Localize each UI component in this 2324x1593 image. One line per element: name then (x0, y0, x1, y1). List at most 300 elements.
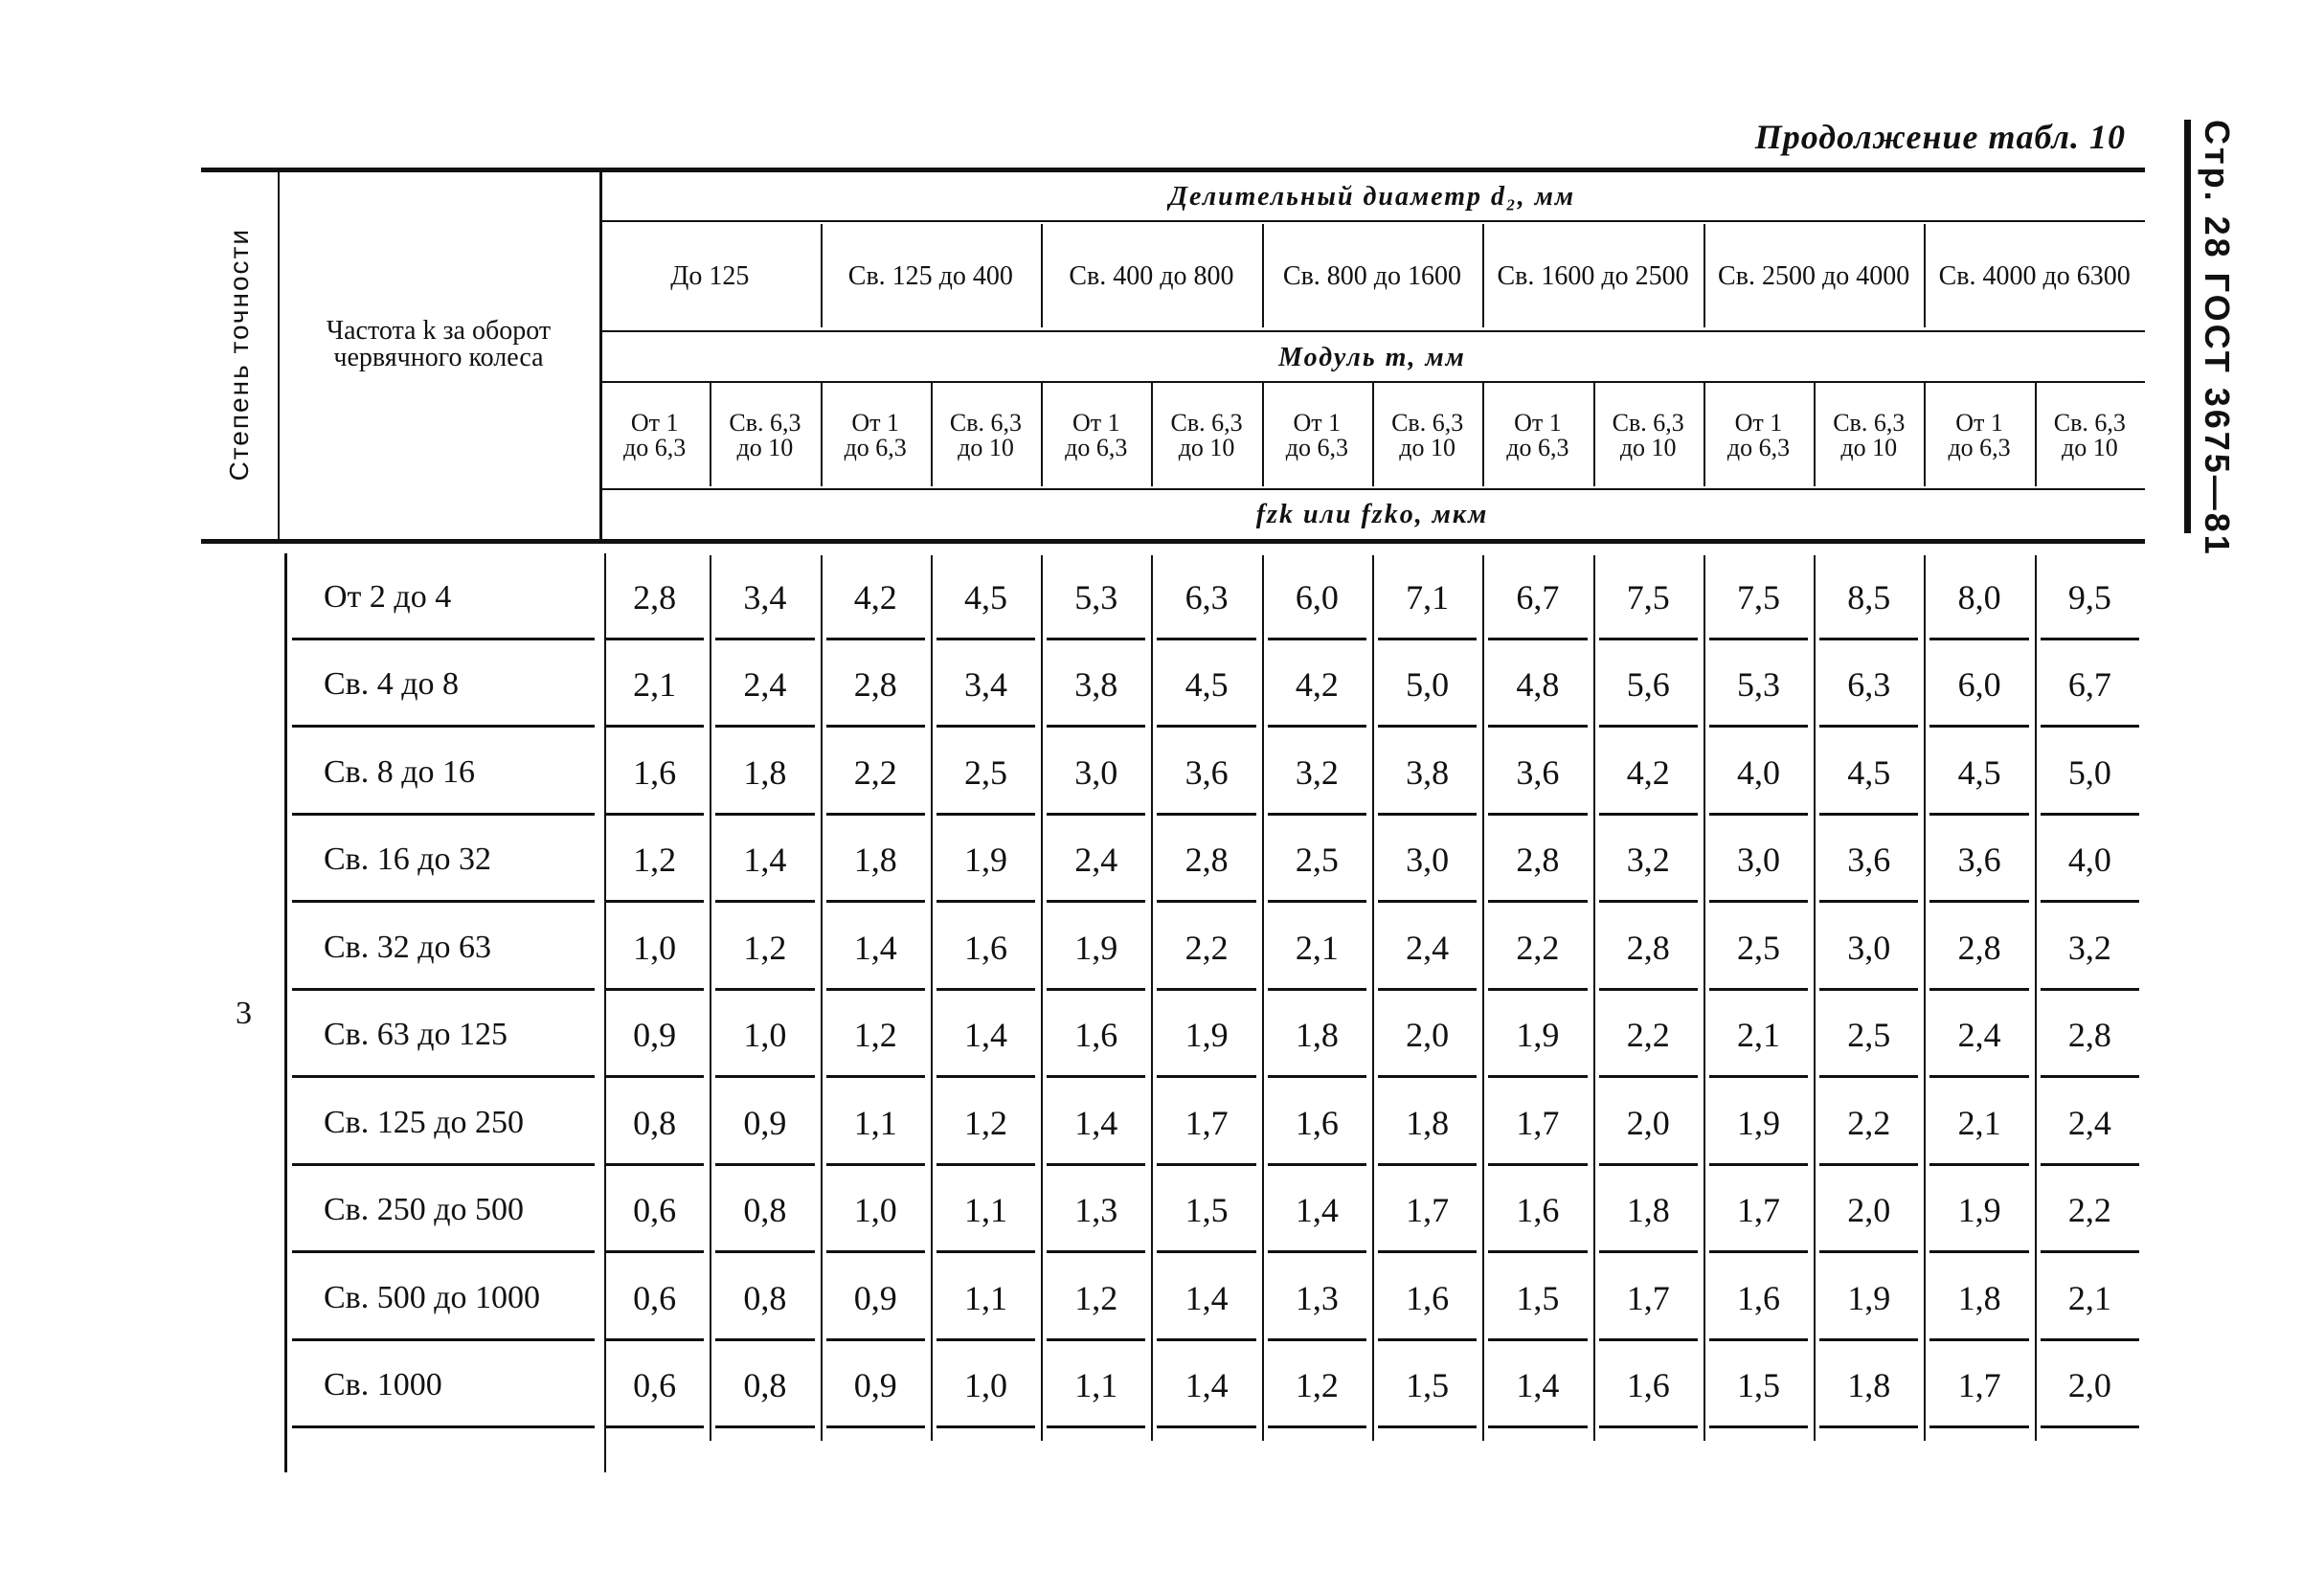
module-range-line1: От 1 (630, 409, 679, 437)
module-range (2035, 385, 2145, 486)
diameter-title-rule (599, 220, 2145, 222)
value-col-line (1262, 555, 1264, 1441)
cell-rule (936, 1338, 1035, 1341)
table-cell-value: 4,5 (1957, 752, 2001, 792)
cell-rule (1929, 1338, 2028, 1341)
table-cell-value: 4,0 (1736, 752, 1780, 792)
table-cell-value: 7,5 (1626, 577, 1670, 617)
value-col-line (1151, 555, 1153, 1441)
module-range (1593, 385, 1704, 486)
table-cell-value: 2,4 (1957, 1016, 2001, 1055)
module-range-divider (931, 383, 933, 486)
cell-rule (605, 1163, 704, 1166)
cell-rule (1268, 638, 1366, 640)
cell-rule (605, 988, 704, 991)
table-cell-value: 1,9 (1736, 1103, 1780, 1142)
table-cell-value: 0,9 (633, 1016, 677, 1055)
cell-rule (715, 1075, 814, 1078)
cell-rule (1268, 1425, 1366, 1428)
module-range (710, 385, 820, 486)
cell-rule (715, 813, 814, 816)
module-range-line1: Св. 6,3 (949, 409, 1023, 437)
page-side-label: Стр. 28 ГОСТ 3675—81 (2198, 120, 2237, 557)
table-cell-value: 3,4 (963, 665, 1007, 705)
cell-rule (1047, 638, 1145, 640)
cell-rule (1157, 1163, 1255, 1166)
module-range (931, 385, 1041, 486)
cell-rule (1599, 638, 1698, 640)
table-cell-value: 3,6 (1516, 752, 1560, 792)
row-label-rule (292, 1075, 595, 1078)
cell-rule (1819, 1075, 1918, 1078)
table-cell-value: 1,4 (743, 841, 787, 880)
cell-rule (1819, 988, 1918, 991)
row-label-rule (292, 725, 595, 728)
table-cell-value: 2,1 (633, 665, 677, 705)
value-col-line (710, 555, 711, 1441)
table-cell-value: 1,8 (1406, 1103, 1450, 1142)
diameter-range-divider (1704, 224, 1705, 327)
value-col-line (1924, 555, 1926, 1441)
cell-rule (1268, 813, 1366, 816)
table-cell-value: 2,8 (2067, 1016, 2111, 1055)
table-cell-value: 6,0 (1295, 577, 1339, 617)
table-cell-value: 1,4 (963, 1016, 1007, 1055)
table-cell-value: 4,2 (853, 577, 897, 617)
cell-rule (1599, 725, 1698, 728)
row-label: Св. 4 до 8 (324, 666, 460, 703)
row-label: Св. 8 до 16 (324, 753, 476, 790)
row-label-rule (292, 1425, 595, 1428)
table-cell-value: 9,5 (2067, 577, 2111, 617)
cell-rule (1268, 725, 1366, 728)
cell-rule (936, 1425, 1035, 1428)
table-cell-value: 4,0 (2067, 841, 2111, 880)
cell-rule (1047, 813, 1145, 816)
module-range-line2: до 6,3 (623, 434, 687, 461)
module-range-line1: Св. 6,3 (2053, 409, 2126, 437)
table-cell-value: 6,0 (1957, 665, 2001, 705)
table-cell-value: 4,5 (1185, 665, 1229, 705)
table-cell-value: 5,0 (2067, 752, 2111, 792)
cell-rule (826, 638, 925, 640)
cell-rule (1819, 813, 1918, 816)
table-cell-value: 1,6 (1295, 1103, 1339, 1142)
table-cell-value: 0,6 (633, 1191, 677, 1230)
degree-body-line (284, 553, 287, 1472)
row-label: От 2 до 4 (324, 578, 452, 615)
row-label-rule (292, 1338, 595, 1341)
cell-rule (1157, 1338, 1255, 1341)
table-cell-value: 1,4 (853, 928, 897, 967)
cell-rule (826, 1338, 925, 1341)
table-cell-value: 1,6 (963, 928, 1007, 967)
table-cell-value: 1,7 (1957, 1366, 2001, 1405)
module-range-line2: до 10 (1840, 434, 1898, 461)
table-cell-value: 5,0 (1406, 665, 1450, 705)
cell-rule (1268, 1163, 1366, 1166)
table-cell-value: 2,1 (1957, 1103, 2001, 1142)
row-label: Св. 250 до 500 (324, 1192, 525, 1228)
table-cell-value: 0,8 (743, 1191, 787, 1230)
table-cell-value: 2,0 (1847, 1191, 1891, 1230)
module-range-line1: От 1 (1293, 409, 1342, 437)
diameter-range: Св. 4000 до 6300 (1938, 261, 2131, 291)
table-cell-value: 1,5 (1406, 1366, 1450, 1405)
cell-rule (1488, 813, 1587, 816)
cell-rule (715, 638, 814, 640)
diameter-range: Св. 400 до 800 (1069, 261, 1234, 291)
table-cell-value: 2,0 (2067, 1366, 2111, 1405)
value-col-line (1482, 555, 1484, 1441)
module-range (1704, 385, 1814, 486)
module-range-line2: до 10 (1399, 434, 1455, 461)
table-cell-value: 1,9 (1074, 928, 1118, 967)
table-cell-value: 1,2 (853, 1016, 897, 1055)
cell-rule (1819, 638, 1918, 640)
cell-rule (715, 988, 814, 991)
module-range-line1: От 1 (851, 409, 900, 437)
table-cell-value: 1,4 (1074, 1103, 1118, 1142)
cell-rule (1157, 1250, 1255, 1253)
module-range-divider (2035, 383, 2037, 486)
cell-rule (1488, 1075, 1587, 1078)
module-range (1814, 385, 1924, 486)
table-cell-value: 1,8 (1957, 1278, 2001, 1317)
cell-rule (1268, 1250, 1366, 1253)
cell-rule (605, 1075, 704, 1078)
table-cell-value: 7,1 (1406, 577, 1450, 617)
diameter-range-divider (821, 224, 823, 327)
cell-rule (1378, 900, 1477, 903)
diameter-range: Св. 1600 до 2500 (1497, 261, 1689, 291)
table-cell-value: 1,7 (1736, 1191, 1780, 1230)
table-cell-value: 2,8 (1626, 928, 1670, 967)
table-cell-value: 2,2 (1626, 1016, 1670, 1055)
diameter-range: Св. 800 до 1600 (1282, 261, 1462, 291)
cell-rule (936, 813, 1035, 816)
degree-value: 3 (236, 996, 252, 1031)
table-cell-value: 3,0 (1736, 841, 1780, 880)
value-title: fzk или fzko, мкм (1255, 500, 1489, 529)
table-cell-value: 3,8 (1074, 665, 1118, 705)
cell-rule (1599, 1338, 1698, 1341)
cell-rule (1929, 1075, 2028, 1078)
module-range-line2: до 10 (1619, 434, 1677, 461)
diameter-range: До 125 (670, 261, 750, 291)
cell-rule (1268, 1338, 1366, 1341)
cell-rule (715, 725, 814, 728)
cell-rule (2041, 988, 2139, 991)
cell-rule (1488, 1250, 1587, 1253)
cell-rule (936, 725, 1035, 728)
cell-rule (1047, 725, 1145, 728)
table-cell-value: 3,2 (2067, 928, 2111, 967)
table-cell-value: 2,4 (1406, 928, 1450, 967)
value-col-line (931, 555, 933, 1441)
module-range-divider (1151, 383, 1153, 486)
module-range (1041, 385, 1151, 486)
table-cell-value: 1,6 (1626, 1366, 1670, 1405)
value-col-line (1593, 555, 1595, 1441)
table-cell-value: 4,8 (1516, 665, 1560, 705)
table-cell-value: 2,5 (963, 752, 1007, 792)
cell-rule (1047, 1163, 1145, 1166)
cell-rule (1709, 988, 1808, 991)
table-cell-value: 4,2 (1626, 752, 1670, 792)
cell-rule (605, 813, 704, 816)
cell-rule (1709, 1338, 1808, 1341)
row-label-rule (292, 988, 595, 991)
frequency-header-line1: Частота k за оборот (326, 316, 552, 346)
table-cell-value: 0,8 (743, 1278, 787, 1317)
cell-rule (826, 988, 925, 991)
table-cell-value: 2,5 (1295, 841, 1339, 880)
table-cell-value: 2,0 (1406, 1016, 1450, 1055)
table-cell-value: 1,8 (743, 752, 787, 792)
table-cell-value: 2,2 (2067, 1191, 2111, 1230)
cell-rule (605, 725, 704, 728)
cell-rule (1378, 725, 1477, 728)
module-range (1372, 385, 1482, 486)
value-col-line (1372, 555, 1374, 1441)
cell-rule (936, 900, 1035, 903)
table-cell-value: 8,5 (1847, 577, 1891, 617)
table-cell-value: 1,0 (633, 928, 677, 967)
cell-rule (2041, 813, 2139, 816)
table-cell-value: 1,4 (1185, 1366, 1229, 1405)
table-cell-value: 4,2 (1295, 665, 1339, 705)
cell-rule (1488, 1338, 1587, 1341)
table-cell-value: 1,9 (1847, 1278, 1891, 1317)
table-cell-value: 1,8 (1847, 1366, 1891, 1405)
diameter-range: Св. 2500 до 4000 (1718, 261, 1910, 291)
table-cell-value: 3,6 (1185, 752, 1229, 792)
diameter-range-divider (1924, 224, 1926, 327)
table-cell-value: 3,2 (1626, 841, 1670, 880)
cell-rule (1929, 813, 2028, 816)
table-cell-value: 1,4 (1516, 1366, 1560, 1405)
module-range-line1: Св. 6,3 (1391, 409, 1464, 437)
row-label: Св. 125 до 250 (324, 1104, 525, 1140)
cell-rule (1378, 1075, 1477, 1078)
table-cell-value: 2,2 (1185, 928, 1229, 967)
module-range-line2: до 6,3 (1726, 434, 1791, 461)
table-cell-value: 1,5 (1516, 1278, 1560, 1317)
module-range-divider (1924, 383, 1926, 486)
module-range-divider (1482, 383, 1484, 486)
cell-rule (1599, 900, 1698, 903)
diameter-range-divider (1482, 224, 1484, 327)
cell-rule (1929, 1425, 2028, 1428)
cell-rule (1157, 813, 1255, 816)
module-range-line1: От 1 (1734, 409, 1783, 437)
table-cell-value: 3,0 (1847, 928, 1891, 967)
diameter-title: Делительный диаметр d₂, мм (1168, 181, 1576, 212)
cell-rule (1709, 900, 1808, 903)
table-cell-value: 2,8 (853, 665, 897, 705)
table-cell-value: 2,5 (1847, 1016, 1891, 1055)
table-cell-value: 2,4 (1074, 841, 1118, 880)
table-cell-value: 2,4 (2067, 1103, 2111, 1142)
cell-rule (1929, 1163, 2028, 1166)
table-cell-value: 2,2 (853, 752, 897, 792)
cell-rule (1157, 725, 1255, 728)
value-col-line (1814, 555, 1816, 1441)
cell-rule (2041, 1338, 2139, 1341)
table-cell-value: 1,6 (633, 752, 677, 792)
cell-rule (826, 813, 925, 816)
cell-rule (1378, 638, 1477, 640)
row-label: Св. 16 до 32 (324, 841, 492, 878)
header-bottom-rule (201, 539, 2145, 544)
module-range-line2: до 10 (2061, 434, 2118, 461)
table-cell-value: 5,3 (1736, 665, 1780, 705)
table-cell-value: 1,9 (1957, 1191, 2001, 1230)
row-label: Св. 32 до 63 (324, 929, 492, 965)
cell-rule (1709, 1425, 1808, 1428)
table-cell-value: 1,5 (1185, 1191, 1229, 1230)
table-cell-value: 1,8 (853, 841, 897, 880)
cell-rule (1929, 988, 2028, 991)
cell-rule (1268, 900, 1366, 903)
cell-rule (826, 1163, 925, 1166)
module-range-line2: до 6,3 (1285, 434, 1348, 461)
table-cell-value: 0,6 (633, 1278, 677, 1317)
module-title: Модуль m, мм (1278, 343, 1466, 372)
cell-rule (715, 1338, 814, 1341)
table-cell-value: 1,3 (1074, 1191, 1118, 1230)
cell-rule (1819, 1425, 1918, 1428)
table-cell-value: 2,2 (1847, 1103, 1891, 1142)
top-rule (201, 168, 2145, 172)
frequency-header (282, 316, 596, 373)
cell-rule (1268, 988, 1366, 991)
module-range-line2: до 6,3 (1948, 434, 2011, 461)
cell-rule (2041, 1163, 2139, 1166)
cell-rule (1599, 1075, 1698, 1078)
module-range-line1: Св. 6,3 (1833, 409, 1906, 437)
module-range-line1: От 1 (1955, 409, 2003, 437)
table-caption: Продолжение табл. 10 (1754, 118, 2126, 156)
cell-rule (1488, 1425, 1587, 1428)
cell-rule (1599, 813, 1698, 816)
cell-rule (1819, 900, 1918, 903)
cell-rule (2041, 1425, 2139, 1428)
table-cell-value: 1,0 (743, 1016, 787, 1055)
degree-col-line (278, 168, 280, 541)
cell-rule (1378, 813, 1477, 816)
table-cell-value: 8,0 (1957, 577, 2001, 617)
row-label-rule (292, 638, 595, 640)
table-cell-value: 1,7 (1406, 1191, 1450, 1230)
table-cell-value: 2,5 (1736, 928, 1780, 967)
table-cell-value: 6,7 (2067, 665, 2111, 705)
cell-rule (826, 1425, 925, 1428)
table-cell-value: 3,8 (1406, 752, 1450, 792)
table-cell-value: 3,0 (1074, 752, 1118, 792)
module-range-line2: до 10 (736, 434, 794, 461)
cell-rule (826, 1075, 925, 1078)
cell-rule (715, 900, 814, 903)
module-range-rule (599, 488, 2145, 490)
cell-rule (1599, 1163, 1698, 1166)
table-cell-value: 4,5 (963, 577, 1007, 617)
table-cell-value: 1,0 (853, 1191, 897, 1230)
table-cell-value: 0,6 (633, 1366, 677, 1405)
cell-rule (1157, 900, 1255, 903)
cell-rule (605, 638, 704, 640)
cell-rule (1488, 638, 1587, 640)
cell-rule (715, 1250, 814, 1253)
diameter-range: Св. 125 до 400 (847, 261, 1013, 291)
cell-rule (936, 638, 1035, 640)
table-cell-value: 3,4 (743, 577, 787, 617)
value-col-line (821, 555, 823, 1441)
degree-header (201, 172, 278, 536)
cell-rule (936, 1163, 1035, 1166)
table-cell-value: 1,2 (963, 1103, 1007, 1142)
cell-rule (1488, 1163, 1587, 1166)
row-label-rule (292, 900, 595, 903)
cell-rule (826, 1250, 925, 1253)
cell-rule (1378, 988, 1477, 991)
table-cell-value: 2,8 (1957, 928, 2001, 967)
table-cell-value: 2,0 (1626, 1103, 1670, 1142)
module-range-divider (1593, 383, 1595, 486)
table-cell-value: 1,5 (1736, 1366, 1780, 1405)
table-cell-value: 2,1 (2067, 1278, 2111, 1317)
table-cell-value: 1,6 (1736, 1278, 1780, 1317)
cell-rule (1929, 1250, 2028, 1253)
table-cell-value: 1,9 (1185, 1016, 1229, 1055)
table-cell-value: 0,9 (853, 1366, 897, 1405)
module-range (1262, 385, 1372, 486)
cell-rule (2041, 638, 2139, 640)
module-range-divider (1262, 383, 1264, 486)
table-cell-value: 1,4 (1185, 1278, 1229, 1317)
table-cell-value: 3,6 (1957, 841, 2001, 880)
cell-rule (1709, 638, 1808, 640)
module-range-line1: От 1 (1072, 409, 1120, 437)
module-range (1924, 385, 2034, 486)
cell-rule (936, 1250, 1035, 1253)
row-label-rule (292, 1163, 595, 1166)
diameter-range-divider (1041, 224, 1043, 327)
cell-rule (605, 1250, 704, 1253)
cell-rule (2041, 1075, 2139, 1078)
cell-rule (1488, 725, 1587, 728)
cell-rule (826, 725, 925, 728)
cell-rule (1599, 1250, 1698, 1253)
cell-rule (1929, 725, 2028, 728)
cell-rule (2041, 900, 2139, 903)
module-range-line1: От 1 (1514, 409, 1562, 437)
cell-rule (1819, 725, 1918, 728)
table-cell-value: 2,2 (1516, 928, 1560, 967)
table-cell-value: 1,2 (1295, 1366, 1339, 1405)
table-cell-value: 2,8 (1185, 841, 1229, 880)
cell-rule (715, 1425, 814, 1428)
table-cell-value: 1,1 (963, 1191, 1007, 1230)
table-cell-value: 1,6 (1406, 1278, 1450, 1317)
cell-rule (1157, 1075, 1255, 1078)
module-range (599, 385, 710, 486)
table-cell-value: 2,1 (1736, 1016, 1780, 1055)
module-range-line2: до 6,3 (1506, 434, 1569, 461)
cell-rule (2041, 1250, 2139, 1253)
cell-rule (1047, 1338, 1145, 1341)
